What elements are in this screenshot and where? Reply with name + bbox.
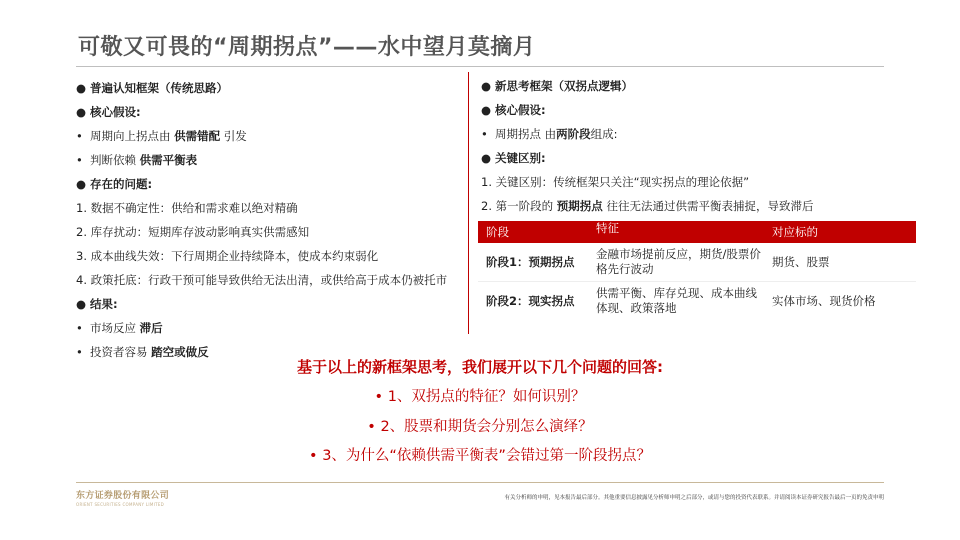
question-item: • 2、股票和期货会分别怎么演绎？ (367, 419, 593, 435)
framework-heading: ● 新思考框架（双拐点逻辑） (481, 74, 921, 98)
disclaimer-text: 有关分析师的申明，见本报告最后部分。其他重要信息披露见分析师申明之后部分，或请与您的投资代表联系。并请阅读本证券研究报告最后一页的免责申明 (504, 495, 884, 501)
list-item: 2. 第一阶段的 预期拐点 往往无法通过供需平衡表捕捉，导致滞后 (481, 199, 814, 213)
two-stage-table (478, 221, 916, 320)
difference-heading: ● 关键区别: (481, 146, 921, 170)
bullet-icon: ● (481, 79, 492, 93)
list-item: 3. 成本曲线失效：下行周期企业持续降本，使成本约束弱化 (76, 249, 379, 263)
list-item: 1. 关键区别：传统框架只关注“现实拐点的理论依据” (481, 175, 750, 189)
bullet-icon: ● (76, 105, 87, 119)
column-header: 特征 (596, 221, 619, 235)
table-row (478, 281, 916, 320)
question-item: • 3、为什么“依赖供需平衡表”会错过第一阶段拐点？ (309, 448, 651, 464)
feature-cell: 供需平衡、库存兑现、成本曲线体现、政策落地 (596, 286, 757, 315)
bullet-icon: • (76, 129, 83, 143)
column-header: 阶段 (486, 225, 509, 239)
column-divider (468, 72, 469, 334)
footer-divider (76, 482, 884, 483)
bullet-icon: ● (481, 103, 492, 117)
questions-title: 基于以上的新框架思考，我们展开以下几个问题的回答: (296, 358, 663, 376)
title-divider (76, 66, 884, 67)
framework-heading: ● 普遍认知框架（传统思路） (76, 76, 461, 100)
feature-cell: 金融市场提前反应，期货/股票价格先行波动 (596, 247, 761, 276)
company-logo-en: ORIENT SECURITIES COMPANY LIMITED (76, 502, 165, 507)
list-item: • 市场反应 滞后 (76, 316, 461, 340)
bullet-icon: ● (76, 177, 87, 191)
table-row (478, 243, 916, 281)
target-cell: 实体市场、现货价格 (772, 294, 876, 308)
problems-heading: ● 存在的问题: (76, 172, 461, 196)
list-item: • 周期向上拐点由 供需错配 引发 (76, 124, 461, 148)
assumption-heading: ● 核心假设: (481, 98, 921, 122)
new-framework-column (481, 74, 921, 218)
bullet-icon: ● (76, 297, 87, 311)
table-header (478, 221, 916, 243)
list-item: 1. 数据不确定性：供给和需求难以绝对精确 (76, 201, 298, 215)
bullet-icon: • (76, 345, 83, 359)
list-item: • 周期拐点 由两阶段组成: (481, 122, 921, 146)
assumption-heading: ● 核心假设: (76, 100, 461, 124)
bullet-icon: ● (481, 151, 492, 165)
stage-cell: 阶段1：预期拐点 (486, 255, 575, 269)
list-item: 2. 库存扰动：短期库存波动影响真实供需感知 (76, 225, 310, 239)
bullet-icon: • (76, 321, 83, 335)
list-item: • 判断依赖 供需平衡表 (76, 148, 461, 172)
bullet-icon: • (76, 153, 83, 167)
page-title: 可敬又可畏的“周期拐点”——水中望月莫摘月 (78, 35, 536, 60)
question-item: • 1、双拐点的特征？如何识别？ (374, 389, 586, 405)
list-item: • 投资者容易 踏空或做反 (76, 340, 461, 364)
company-logo: 东方证券股份有限公司 (76, 491, 170, 501)
list-item: 4. 政策托底：行政干预可能导致供给无法出清，或供给高于成本仍被托市 (76, 273, 448, 287)
column-header: 对应标的 (772, 225, 818, 239)
target-cell: 期货、股票 (772, 255, 830, 269)
bullet-icon: ● (76, 81, 87, 95)
stage-cell: 阶段2：现实拐点 (486, 294, 575, 308)
bullet-icon: • (481, 127, 488, 141)
result-heading: ● 结果: (76, 292, 461, 316)
traditional-framework-column (76, 76, 461, 364)
